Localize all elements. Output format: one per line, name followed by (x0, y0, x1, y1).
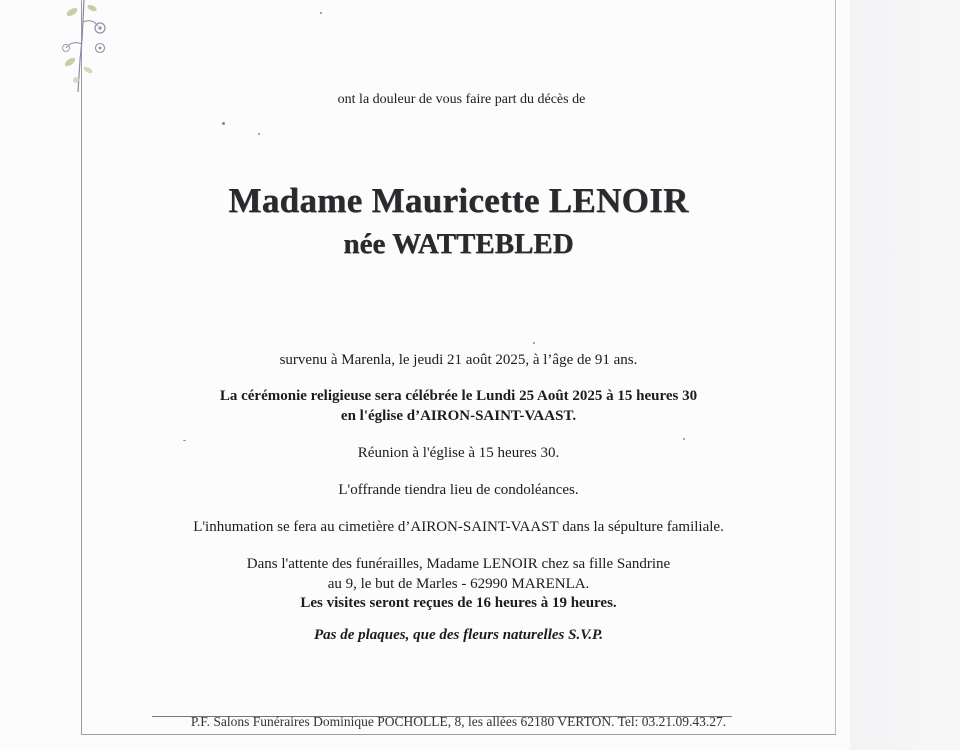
intro-line: ont la douleur de vous faire part du décès de (337, 92, 586, 107)
wake-line-2: au 9, le but de Marles - 62990 MARENLA. (327, 576, 590, 592)
scan-margin (850, 0, 960, 750)
ceremony-line-1: La cérémonie religieuse sera célébrée le Lundi 25 Août 2025 à 15 heures 30 (219, 388, 698, 404)
page-border-bottom (81, 734, 836, 735)
flower-sprig-icon (58, 0, 110, 92)
visiting-hours: Les visites seront reçues de 16 heures à 19 heures. (300, 595, 617, 611)
flowers-request: Pas de plaques, que des fleurs naturelles S.V.P. (313, 627, 604, 643)
deceased-name: Madame Mauricette LENOIR (228, 181, 689, 220)
page-border-right (835, 0, 836, 735)
death-details: survenu à Marenla, le jeudi 21 août 2025, à l’âge de 91 ans. (279, 352, 638, 368)
scan-speck (533, 342, 535, 344)
burial-line: L'inhumation se fera au cimetière d’AIRON-SAINT-VAAST dans la sépulture familiale. (193, 519, 724, 535)
offering-line: L'offrande tiendra lieu de condoléances. (338, 482, 579, 498)
scan-speck (320, 12, 322, 14)
scan-speck (183, 440, 186, 441)
scan-speck (683, 438, 685, 440)
maiden-name: née WATTEBLED (343, 228, 574, 260)
funeral-home-footer: P.F. Salons Funéraires Dominique POCHOLLE, 8, les allées 62180 VERTON. Tel: 03.21.09.43.27. (190, 714, 727, 729)
wake-line-1: Dans l'attente des funérailles, Madame LENOIR chez sa fille Sandrine (246, 556, 671, 572)
ceremony-line-2: en l'église d’AIRON-SAINT-VAAST. (340, 408, 577, 424)
reunion-line: Réunion à l'église à 15 heures 30. (357, 445, 560, 461)
scan-speck (222, 122, 225, 125)
scan-speck (258, 133, 260, 135)
